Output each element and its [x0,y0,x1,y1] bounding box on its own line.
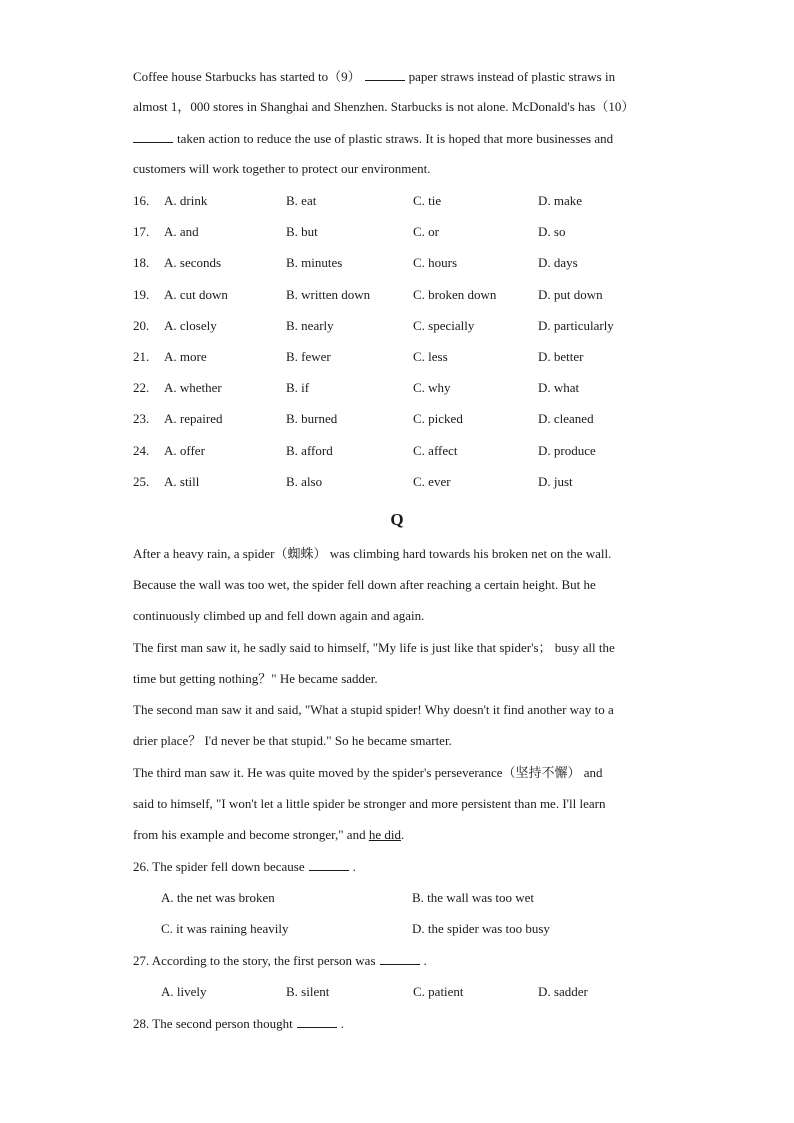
q27-option-d: D. sadder [538,984,588,999]
question-number: 17. [133,224,150,240]
passage2-line: Because the wall was too wet, the spider fell down after reaching a certain height. But he [133,577,596,592]
passage1-line-3 [133,130,613,147]
passage2-line: After a heavy rain, a spider（蜘蛛） was climbing hard towards his broken net on the wall. [133,546,612,561]
option-d: D. cleaned [538,411,594,427]
option-d: D. just [538,473,573,489]
option-a: A. offer [164,442,205,458]
question-number: 21. [133,349,150,364]
option-b: B. nearly [286,317,334,333]
q28-stem-text: 28. The second person thought [133,1016,293,1031]
passage2-line: The third man saw it. He was quite moved by the spider's perseverance（坚持不懈） and [133,765,603,780]
question-number: 22. [133,380,150,396]
question-26-stem [133,858,356,875]
option-c: C. specially [413,317,475,333]
option-d: D. so [538,224,566,240]
q26-end: . [352,859,356,874]
question-row [133,255,673,271]
question-28-stem [133,1015,344,1032]
option-b: B. eat [286,193,317,208]
blank-28 [297,1015,337,1028]
passage1-line-2: almost 1，000 stores in Shanghai and Shenzhen. Starbucks is not alone. McDonald's has（10） [133,99,635,114]
option-c: C. why [413,380,451,396]
question-row [133,349,673,365]
option-b: B. written down [286,286,371,302]
option-a: A. drink [164,193,208,208]
blank-27 [380,952,420,965]
option-b: B. also [286,473,323,489]
q26-option-b: B. the wall was too wet [412,890,535,905]
q27-option-a: A. lively [161,984,207,999]
passage2-line: continuously climbed up and fell down again and again. [133,608,425,623]
blank-9 [365,68,405,81]
option-b: B. fewer [286,349,331,364]
q27-end: . [423,953,427,968]
q26-stem-text: 26. The spider fell down because [133,859,305,874]
q27-option-c: C. patient [413,984,464,999]
option-b: B. minutes [286,255,343,271]
option-d: D. produce [538,442,596,458]
underlined-phrase: he did [368,827,401,842]
passage2-last-pre: from his example and become stronger," and [133,827,369,842]
passage1-line-1 [133,68,615,85]
blank-10 [133,130,173,143]
option-a: A. still [164,473,200,489]
q27-option-b: B. silent [286,984,330,999]
option-a: A. more [164,349,207,364]
option-c: C. ever [413,473,451,489]
question-row [133,443,673,459]
option-a: A. seconds [164,255,222,271]
option-d: D. what [538,380,580,396]
option-c: C. tie [413,193,442,208]
q26-option-a: A. the net was broken [161,890,275,905]
question-number: 23. [133,411,150,427]
question-number: 20. [133,317,150,333]
option-c: C. affect [413,442,458,458]
option-c: C. hours [413,255,458,271]
option-d: D. put down [538,286,603,302]
passage2-line: The first man saw it, he sadly said to himself, "My life is just like that spider's； busy all the [133,640,615,655]
passage1-line-1b: paper straws instead of plastic straws in [408,69,616,84]
question-number: 25. [133,473,150,489]
passage2-line: said to himself, "I won't let a little spider be stronger and more persistent than me. I'll learn [133,796,606,811]
passage2-line: time but getting nothing？" He became sadder. [133,671,378,686]
question-row [133,287,673,303]
option-a: A. closely [164,317,217,333]
option-a: A. whether [164,380,222,396]
passage2-last-line [133,827,404,843]
blank-26 [309,858,349,871]
option-b: B. afford [286,442,333,458]
question-row [133,224,673,240]
question-number: 18. [133,255,150,271]
option-a: A. and [164,224,199,240]
passage2-last-post: . [400,827,405,842]
question-row [133,474,673,490]
option-b: B. if [286,380,310,396]
section-heading: Q [390,510,404,529]
q26-option-c: C. it was raining heavily [161,921,289,936]
q26-option-d: D. the spider was too busy [412,921,550,936]
option-d: D. days [538,255,578,271]
option-d: D. particularly [538,317,614,333]
question-row [133,318,673,334]
option-c: C. broken down [413,286,497,302]
option-d: D. better [538,349,584,364]
question-number: 16. [133,193,150,208]
option-a: A. cut down [164,286,228,302]
option-b: B. burned [286,411,338,427]
passage2-line: drier place？ I'd never be that stupid." So he became smarter. [133,733,452,748]
option-b: B. but [286,224,318,240]
passage1-line-3-text: taken action to reduce the use of plastic straws. It is hoped that more businesses and [177,131,614,146]
question-number: 19. [133,286,150,302]
option-c: C. or [413,224,439,240]
passage1-line-4: customers will work together to protect our environment. [133,161,431,176]
option-a: A. repaired [164,411,223,427]
option-c: C. less [413,349,448,364]
q28-end: . [340,1016,344,1031]
question-27-stem [133,952,427,969]
passage1-line-1a: Coffee house Starbucks has started to（9） [133,69,361,84]
option-c: C. picked [413,411,463,427]
passage2-line: The second man saw it and said, "What a stupid spider! Why doesn't it find another way to a [133,702,614,717]
question-number: 24. [133,442,150,458]
question-row [133,193,673,209]
q27-stem-text: 27. According to the story, the first person was [133,953,376,968]
option-d: D. make [538,193,583,208]
question-row [133,411,673,427]
question-row [133,380,673,396]
